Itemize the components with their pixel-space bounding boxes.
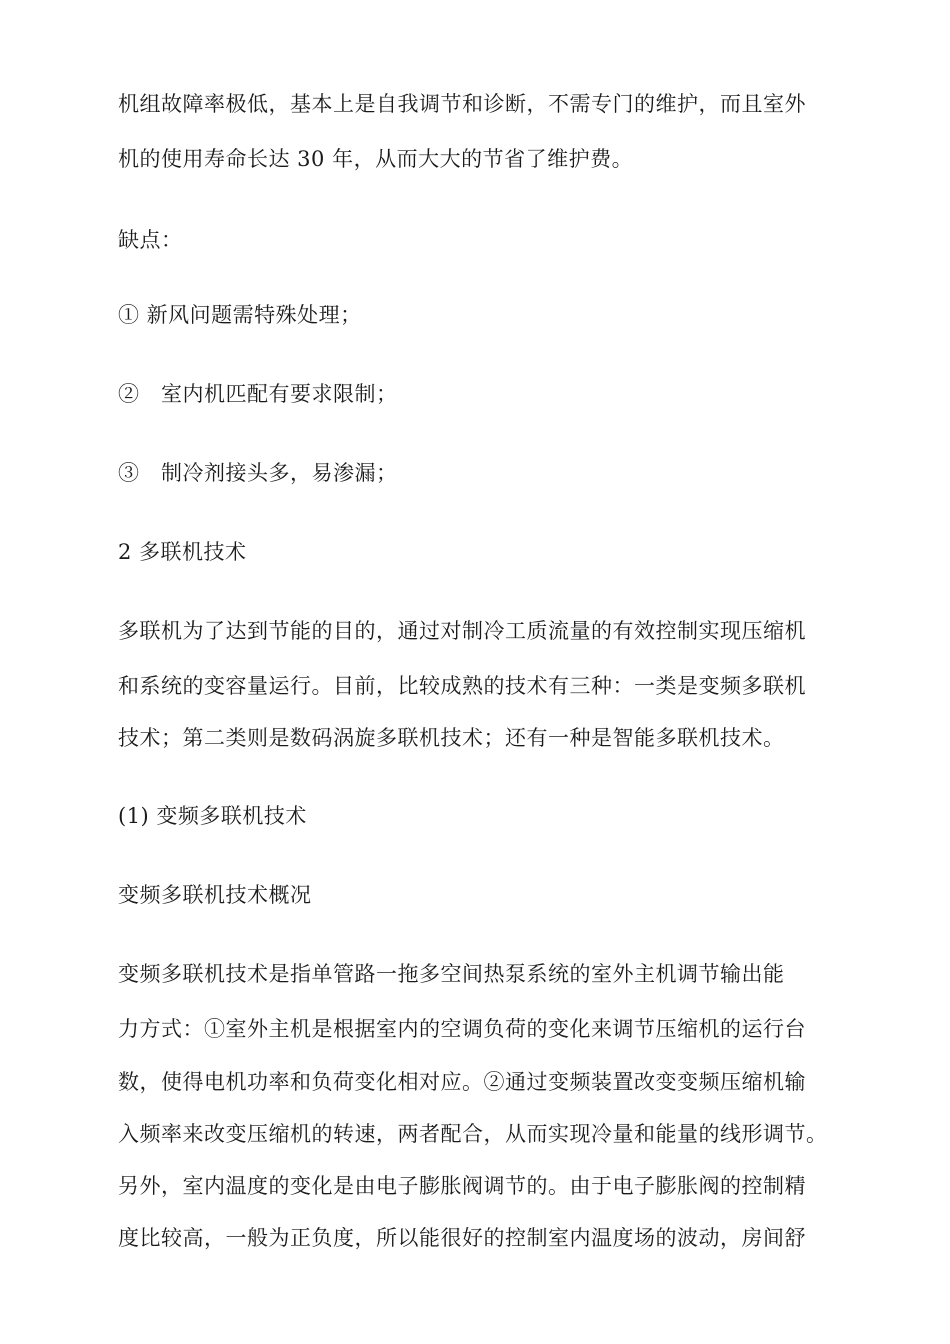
text-line-13: 变频多联机技术是指单管路一拖多空间热泵系统的室外主机调节输出能 bbox=[118, 962, 785, 986]
text-line-1: 机组故障率极低，基本上是自我调节和诊断，不需专门的维护，而且室外 bbox=[118, 92, 806, 116]
text-line-10: 技术；第二类则是数码涡旋多联机技术；还有一种是智能多联机技术。 bbox=[118, 726, 785, 750]
section-label-drawbacks: 缺点： bbox=[118, 228, 183, 252]
drawback-item-2: ② 室内机匹配有要求限制； bbox=[118, 382, 398, 406]
text-line-14: 力方式：①室外主机是根据室内的空调负荷的变化来调节压缩机的运行台 bbox=[118, 1017, 806, 1041]
section-heading-multi-split: 2 多联机技术 bbox=[118, 540, 247, 564]
text-line-8: 多联机为了达到节能的目的，通过对制冷工质流量的有效控制实现压缩机 bbox=[118, 619, 806, 643]
subsection-title-overview: 变频多联机技术概况 bbox=[118, 883, 312, 907]
text-line-17: 另外，室内温度的变化是由电子膨胀阀调节的。由于电子膨胀阀的控制精 bbox=[118, 1174, 806, 1198]
text-line-2: 机的使用寿命长达 30 年，从而大大的节省了维护费。 bbox=[118, 147, 634, 171]
drawback-item-3: ③ 制冷剂接头多，易渗漏； bbox=[118, 461, 398, 485]
text-line-18: 度比较高，一般为正负度，所以能很好的控制室内温度场的波动，房间舒 bbox=[118, 1226, 806, 1250]
text-line-9: 和系统的变容量运行。目前，比较成熟的技术有三种：一类是变频多联机 bbox=[118, 674, 806, 698]
subsection-heading-inverter: (1) 变频多联机技术 bbox=[118, 804, 307, 828]
text-line-15: 数，使得电机功率和负荷变化相对应。②通过变频装置改变变频压缩机输 bbox=[118, 1070, 806, 1094]
drawback-item-1: ① 新风问题需特殊处理； bbox=[118, 303, 362, 327]
text-line-16: 入频率来改变压缩机的转速，两者配合，从而实现冷量和能量的线形调节。 bbox=[118, 1122, 828, 1146]
